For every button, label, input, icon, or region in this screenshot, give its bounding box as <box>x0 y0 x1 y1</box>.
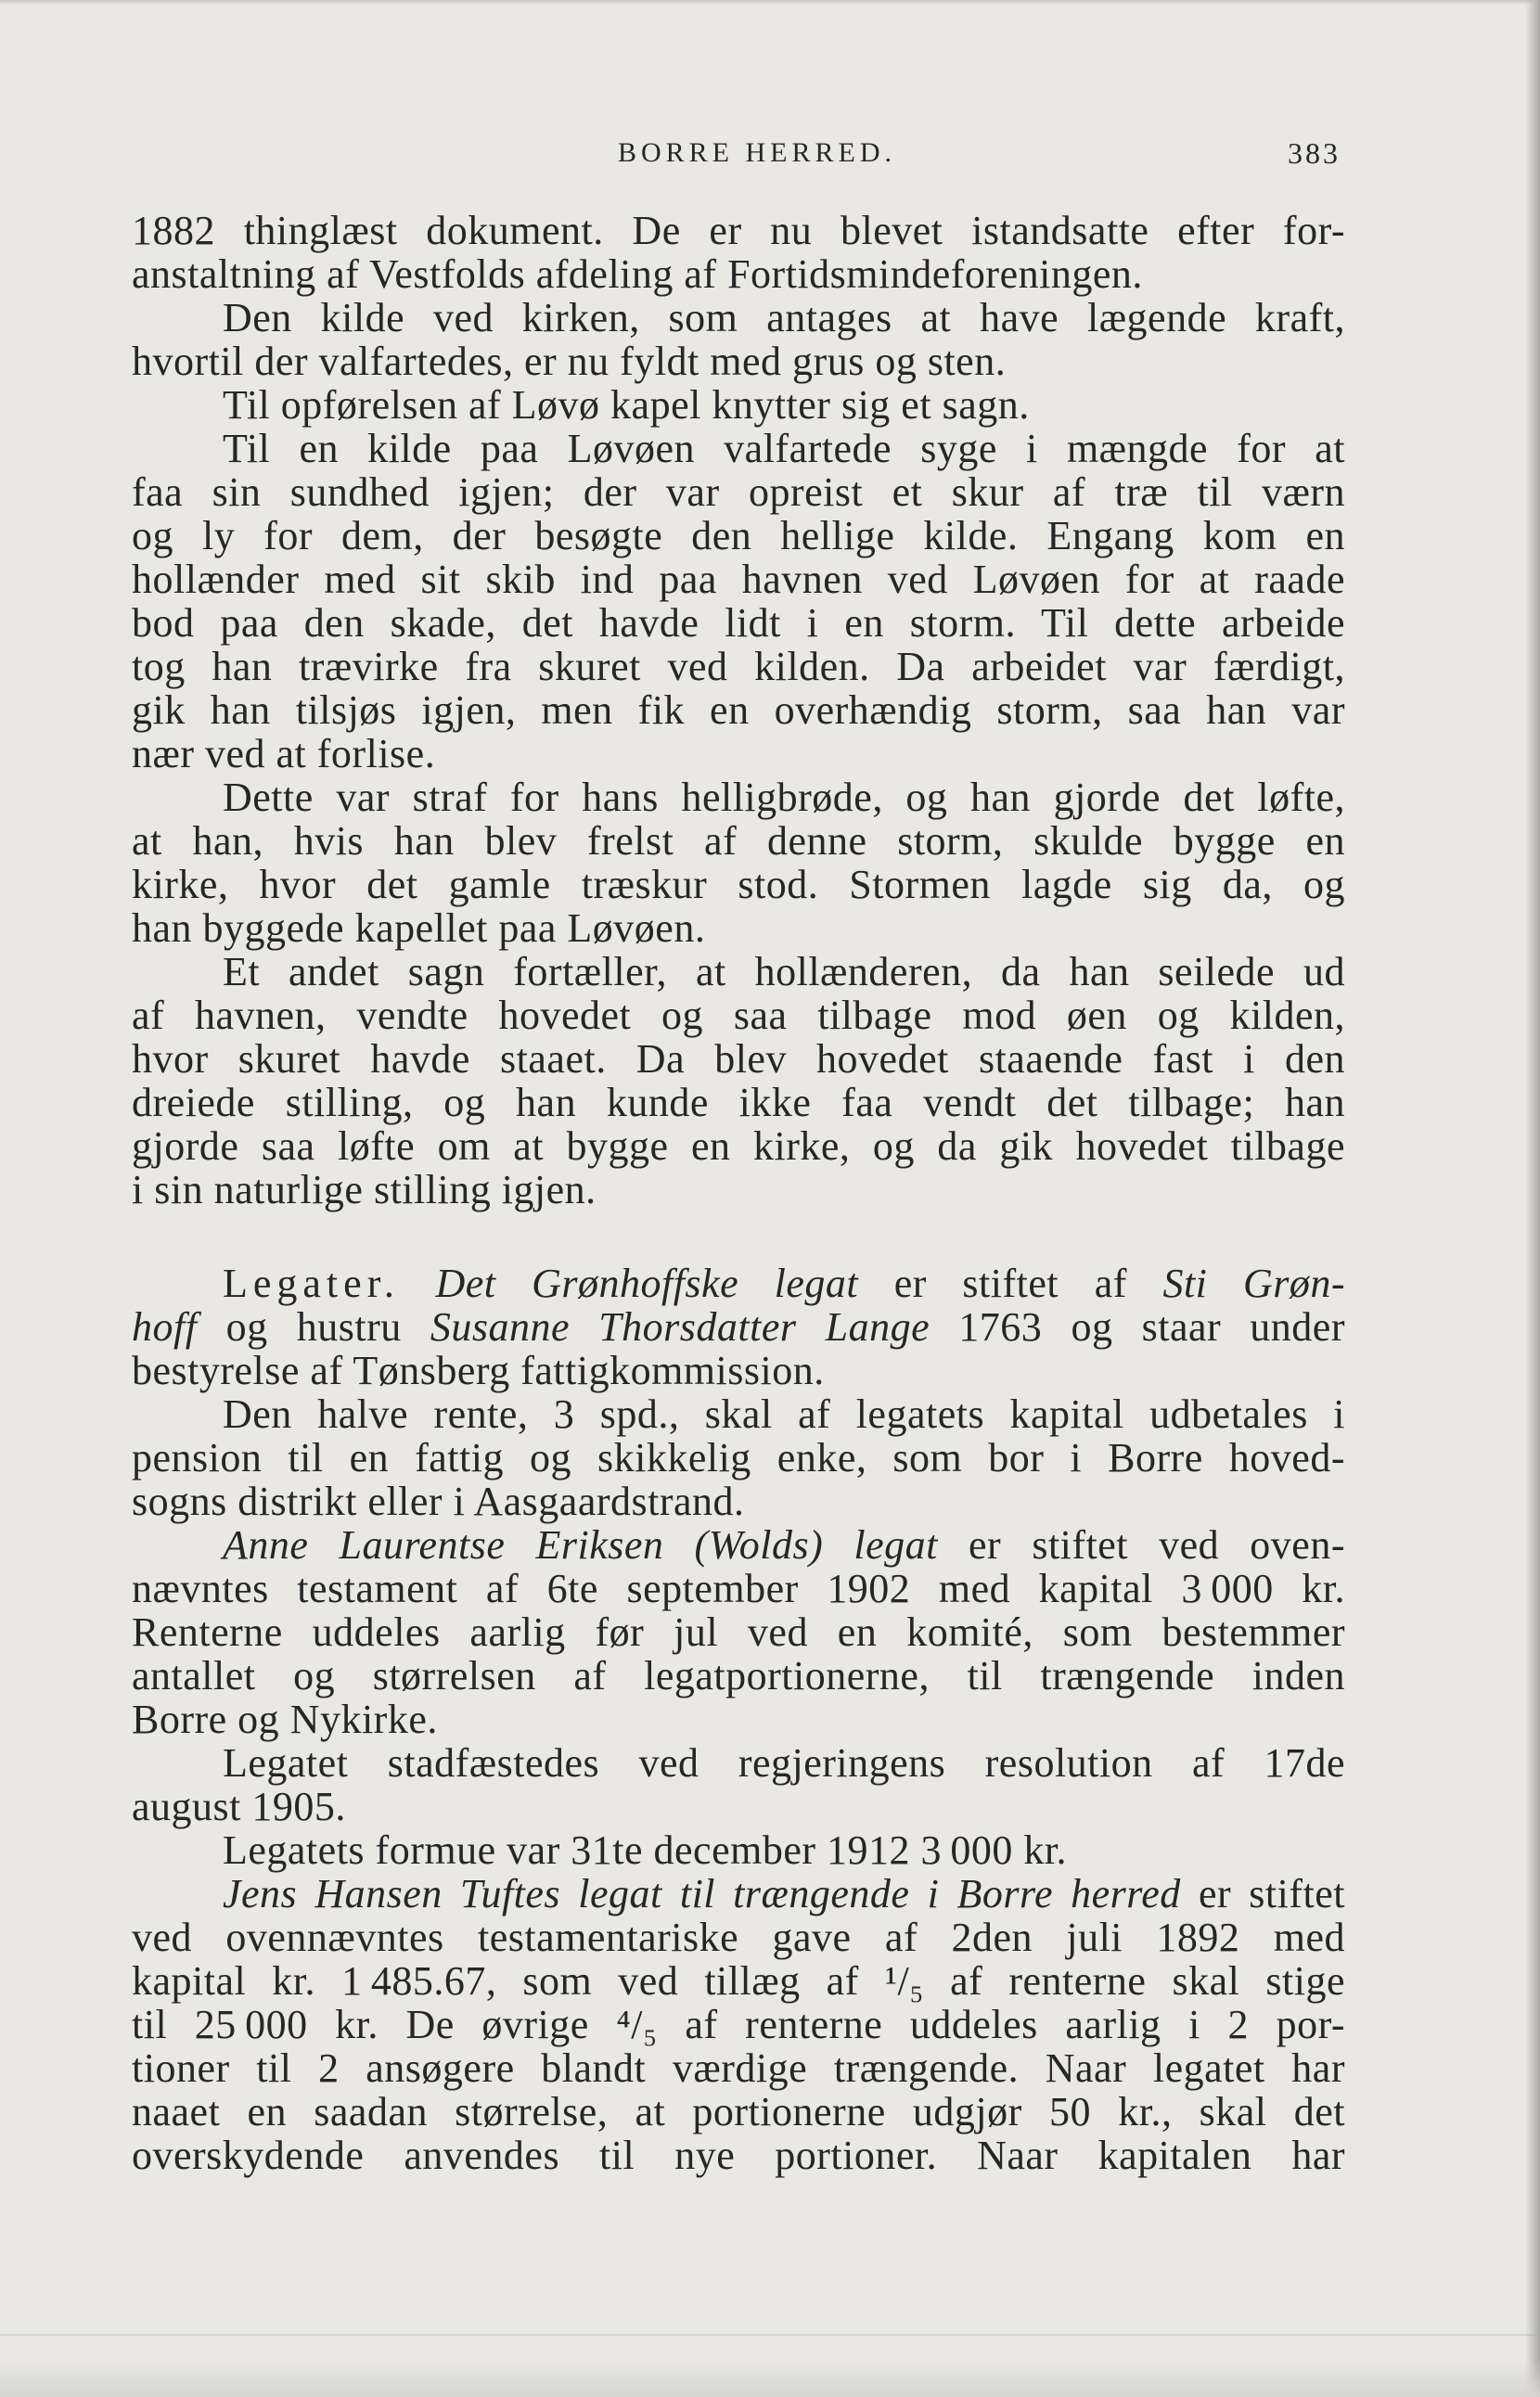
text-run: er stiftet ved oven- <box>937 1522 1345 1568</box>
body-text-section-1 <box>132 209 1345 1211</box>
text-run: bestyrelse af Tønsberg fattigkommission. <box>132 1348 825 1393</box>
text-line <box>132 1872 1345 1916</box>
text-run: Et andet sagn fortæller, at hollænderen, da han seilede ud <box>223 949 1345 994</box>
text-run: af havnen, vendte hovedet og saa tilbage mod øen og kilden, <box>132 993 1345 1038</box>
text-run: Legatet stadfæstedes ved regjeringens resolution af 17de <box>223 1740 1345 1786</box>
text-run: Borre og Nykirke. <box>132 1697 438 1742</box>
text-line <box>132 558 1345 601</box>
text-line <box>132 1741 1345 1785</box>
page-edge-shadow-top <box>0 0 1540 5</box>
text-line <box>132 209 1345 252</box>
text-run: til 25 000 kr. De øvrige ⁴/₅ af renterne uddeles aarlig i 2 por- <box>132 2002 1345 2047</box>
text-run: nævntes testament af 6te september 1902 med kapital 3 000 kr. <box>132 1566 1345 1611</box>
text-run: anstaltning af Vestfolds afdeling af Fortidsmindeforeningen. <box>132 251 1143 297</box>
italic-text: Anne Laurentse Eriksen (Wolds) legat <box>223 1522 938 1568</box>
text-run: og ly for dem, der besøgte den hellige kilde. Engang kom en <box>132 513 1345 558</box>
text-run: er stiftet <box>1180 1871 1346 1916</box>
text-run: sogns distrikt eller i Aasgaardstrand. <box>132 1479 745 1524</box>
text-run: er stiftet af <box>858 1261 1163 1306</box>
text-line <box>132 1124 1345 1168</box>
text-run: faa sin sundhed igjen; der var opreist et skur af træ til værn <box>132 469 1345 515</box>
paragraph <box>132 209 1345 296</box>
text-line <box>132 1959 1345 2003</box>
page-edge-shadow-bottom <box>0 2360 1540 2397</box>
text-run: Til en kilde paa Løvøen valfartede syge i mængde for at <box>223 426 1345 471</box>
running-head: BORRE HERRED. <box>617 137 897 168</box>
text-line <box>132 2003 1345 2046</box>
text-line <box>132 514 1345 558</box>
text-run: tioner til 2 ansøgere blandt værdige trængende. Naar legatet har <box>132 2045 1345 2091</box>
text-line <box>132 645 1345 688</box>
text-run: 1763 og staar under <box>930 1304 1345 1350</box>
text-line <box>132 1567 1345 1610</box>
paragraph <box>132 776 1345 950</box>
text-run: og hustru <box>197 1304 430 1350</box>
text-run: antallet og størrelsen af legatportionerne, til trængende inden <box>132 1653 1345 1698</box>
text-run: hvor skuret havde staaet. Da blev hovedet staaende fast i den <box>132 1036 1345 1082</box>
text-run: naaet en saadan størrelse, at portionerne udgjør 50 kr., skal det <box>132 2089 1345 2134</box>
text-line <box>132 1436 1345 1480</box>
text-line <box>132 427 1345 470</box>
text-line <box>132 1168 1345 1211</box>
text-run: kapital kr. 1 485.67, som ved tillæg af ¹/₅ af renterne skal stige <box>132 1958 1345 2004</box>
text-run: i sin naturlige stilling igjen. <box>132 1167 597 1212</box>
text-run: 1882 thinglæst dokument. De er nu blevet istandsatte efter for- <box>132 208 1345 253</box>
scan-artifact-line <box>0 2334 1540 2336</box>
text-line <box>132 2090 1345 2134</box>
text-line <box>132 601 1345 645</box>
paragraph <box>132 950 1345 1211</box>
text-run <box>400 1261 436 1306</box>
text-line <box>132 1828 1345 1872</box>
text-line <box>132 1349 1345 1392</box>
text-line <box>132 2134 1345 2177</box>
italic-text: Det Grønhoffske legat <box>435 1261 859 1306</box>
text-line <box>132 252 1345 296</box>
text-run: Dette var straf for hans helligbrøde, og han gjorde det løfte, <box>223 775 1345 820</box>
text-run: gjorde saa løfte om at bygge en kirke, og da gik hovedet tilbage <box>132 1123 1345 1169</box>
text-line <box>132 1305 1345 1349</box>
text-line <box>132 1081 1345 1124</box>
paragraph <box>132 1872 1345 2177</box>
text-run: dreiede stilling, og han kunde ikke faa vendt det tilbage; han <box>132 1080 1345 1125</box>
paragraph <box>132 1262 1345 1392</box>
text-run: hvortil der valfartedes, er nu fyldt med grus og sten. <box>132 339 1007 384</box>
text-line <box>132 863 1345 906</box>
paragraph <box>132 1828 1345 1872</box>
page-edge-shadow-right <box>1525 0 1540 2397</box>
text-line <box>132 340 1345 383</box>
text-run: Renterne uddeles aarlig før jul ved en komité, som bestemmer <box>132 1609 1345 1655</box>
text-run: Den kilde ved kirken, som antages at have lægende kraft, <box>223 295 1345 340</box>
text-line <box>132 470 1345 514</box>
letter-spaced-text: Legater. <box>223 1261 400 1306</box>
text-run: gik han tilsjøs igjen, men fik en overhændig storm, saa han var <box>132 687 1345 733</box>
italic-text: hoff <box>132 1304 198 1350</box>
text-run: nær ved at forlise. <box>132 731 436 776</box>
text-run: hollænder med sit skib ind paa havnen ved Løvøen for at raade <box>132 557 1345 602</box>
text-line <box>132 1916 1345 1959</box>
paragraph <box>132 1392 1345 1523</box>
text-line <box>132 1037 1345 1081</box>
text-run: bod paa den skade, det havde lidt i en storm. Til dette arbeide <box>132 600 1345 646</box>
text-line <box>132 993 1345 1037</box>
text-line <box>132 776 1345 819</box>
paragraph <box>132 1741 1345 1828</box>
text-run: overskydende anvendes til nye portioner. Naar kapitalen har <box>132 2133 1345 2178</box>
text-line <box>132 819 1345 863</box>
text-run: Legatets formue var 31te december 1912 3 000 kr. <box>223 1827 1068 1873</box>
italic-text: Susanne Thorsdatter Lange <box>430 1304 930 1350</box>
text-line <box>132 1785 1345 1828</box>
text-line <box>132 1698 1345 1741</box>
page-number: 383 <box>1288 136 1341 170</box>
text-line <box>132 688 1345 732</box>
text-line <box>132 732 1345 776</box>
paragraph <box>132 296 1345 383</box>
legater-section <box>132 1262 1345 2177</box>
text-run: pension til en fattig og skikkelig enke, som bor i Borre hoved- <box>132 1435 1345 1480</box>
italic-text: Jens Hansen Tuftes legat til trængende i Borre herred <box>223 1871 1181 1916</box>
text-line <box>132 1654 1345 1698</box>
text-run: august 1905. <box>132 1784 346 1829</box>
text-line <box>132 1480 1345 1523</box>
paragraph <box>132 383 1345 427</box>
text-run: Til opførelsen af Løvø kapel knytter sig et sagn. <box>223 382 1030 428</box>
paragraph <box>132 1523 1345 1741</box>
text-run: han byggede kapellet paa Løvøen. <box>132 905 706 951</box>
text-run: at han, hvis han blev frelst af denne storm, skulde bygge en <box>132 818 1345 864</box>
text-line <box>132 1262 1345 1305</box>
paragraph <box>132 427 1345 776</box>
text-line <box>132 383 1345 427</box>
italic-text: Sti Grøn- <box>1162 1261 1345 1306</box>
text-line <box>132 296 1345 340</box>
text-line <box>132 2046 1345 2090</box>
text-line <box>132 1523 1345 1567</box>
text-line <box>132 950 1345 993</box>
text-line <box>132 1610 1345 1654</box>
text-line <box>132 906 1345 950</box>
text-run: tog han trævirke fra skuret ved kilden. Da arbeidet var færdigt, <box>132 644 1345 689</box>
text-run: ved ovennævntes testamentariske gave af 2den juli 1892 med <box>132 1915 1345 1960</box>
text-run: Den halve rente, 3 spd., skal af legatets kapital udbetales i <box>223 1391 1345 1437</box>
text-run: kirke, hvor det gamle træskur stod. Stormen lagde sig da, og <box>132 862 1345 907</box>
text-line <box>132 1392 1345 1436</box>
